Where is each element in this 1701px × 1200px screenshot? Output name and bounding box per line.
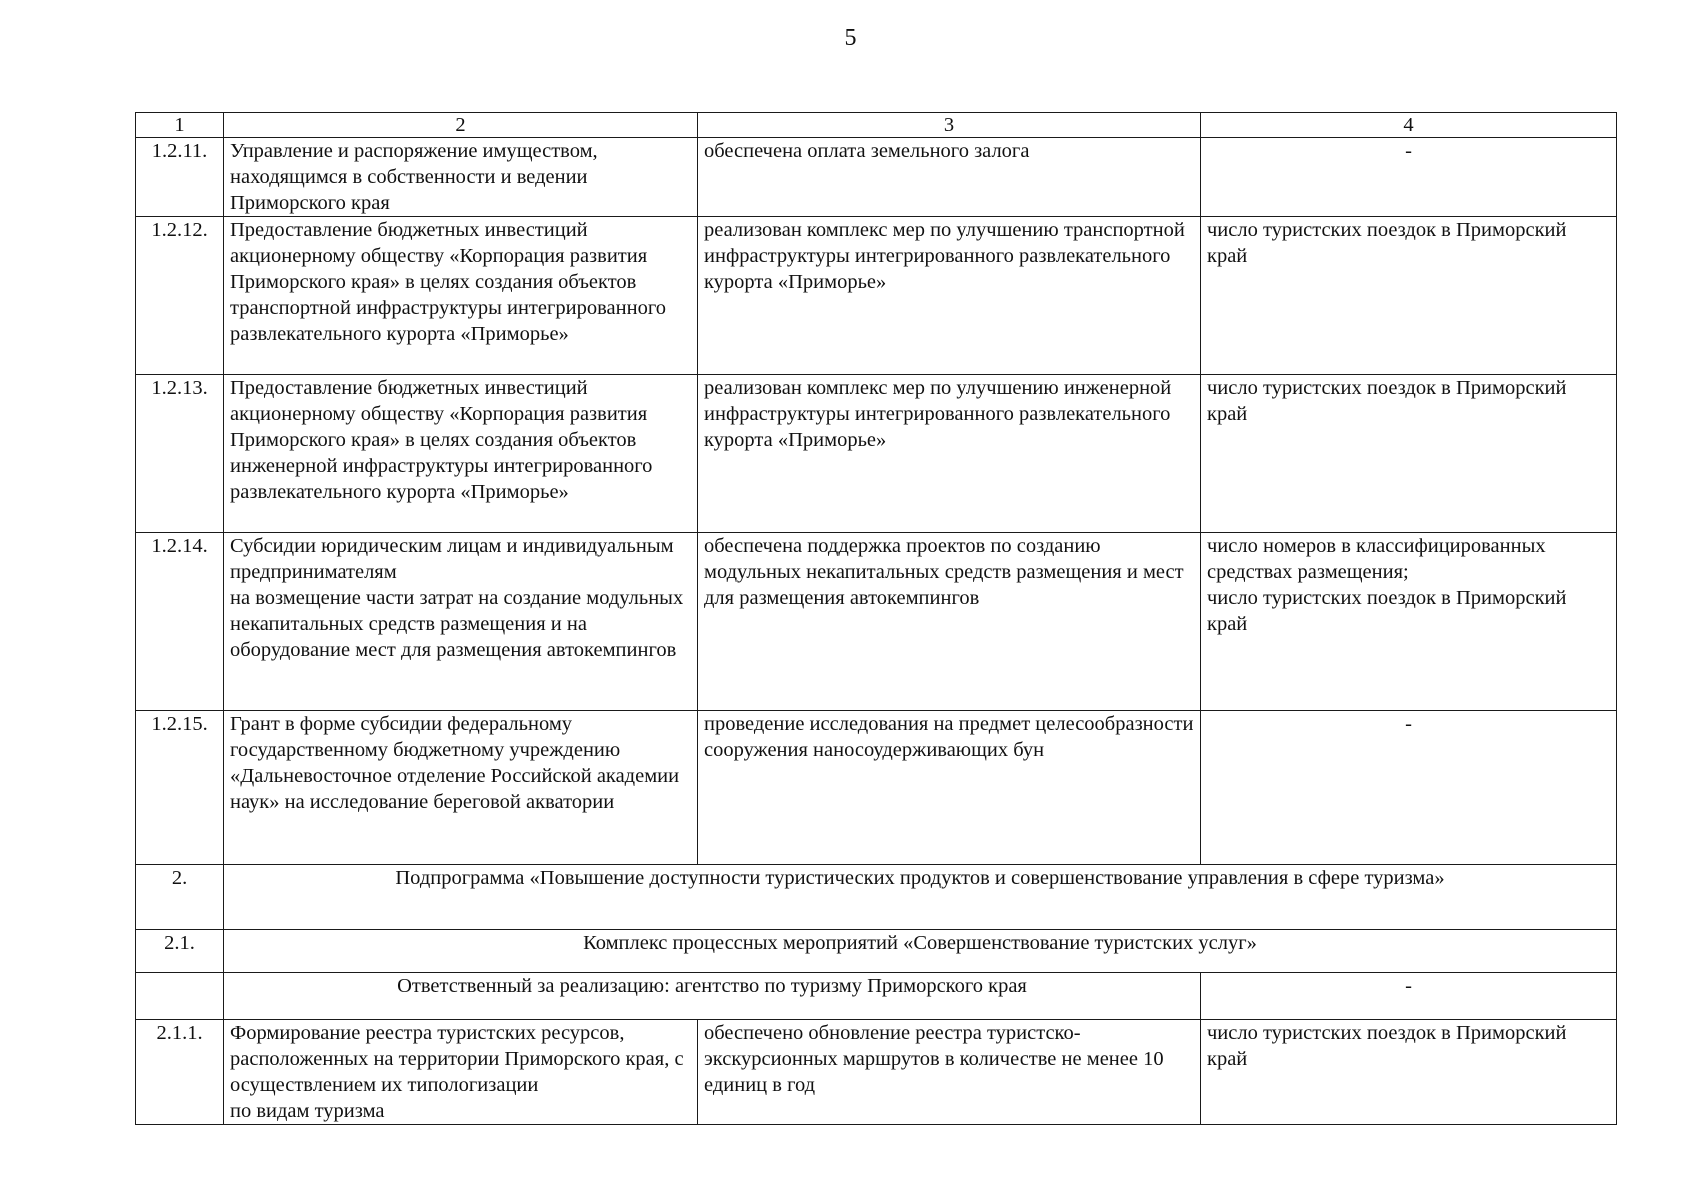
result-cell: обеспечена оплата земельного залога xyxy=(698,138,1201,217)
indicator-cell: - xyxy=(1201,973,1617,1020)
indicator-cell: - xyxy=(1201,138,1617,217)
activity-cell: Субсидии юридическим лицам и индивидуальным предпринимателям на возмещение части затрат на создание модульных некапитальных средств размещения и на оборудование мест для размещения автокемпингов xyxy=(224,533,698,711)
activity-cell: Управление и распоряжение имуществом, находящимся в собственности и ведении Приморского края xyxy=(224,138,698,217)
table-row xyxy=(136,217,1617,375)
complex-title: Комплекс процессных мероприятий «Совершенствование туристских услуг» xyxy=(224,930,1617,973)
subprogram-title: Подпрограмма «Повышение доступности туристических продуктов и совершенствование управления в сфере туризма» xyxy=(224,865,1617,930)
indicator-cell: - xyxy=(1201,711,1617,865)
indicator-cell: число номеров в классифицированных средствах размещения; число туристских поездок в Приморский край xyxy=(1201,533,1617,711)
table-row xyxy=(136,375,1617,533)
table-row xyxy=(136,138,1617,217)
row-number: 1.2.14. xyxy=(136,533,224,711)
subprogram-row xyxy=(136,865,1617,930)
result-cell: обеспечена поддержка проектов по созданию модульных некапитальных средств размещения и мест для размещения автокемпингов xyxy=(698,533,1201,711)
activity-cell: Предоставление бюджетных инвестиций акционерному обществу «Корпорация развития Приморского края» в целях создания объектов инженерной инфраструктуры интегрированного развлекательного курорта «Приморье» xyxy=(224,375,698,533)
responsible-text: Ответственный за реализацию: агентство по туризму Приморского края xyxy=(224,973,1201,1020)
page-number: 5 xyxy=(844,25,857,51)
result-cell: проведение исследования на предмет целесообразности сооружения наносоудерживающих бун xyxy=(698,711,1201,865)
result-cell: обеспечено обновление реестра туристско-экскурсионных маршрутов в количестве не менее 10 единиц в год xyxy=(698,1020,1201,1125)
indicator-cell: число туристских поездок в Приморский край xyxy=(1201,217,1617,375)
row-number: 2.1.1. xyxy=(136,1020,224,1125)
row-number: 2.1. xyxy=(136,930,224,973)
indicator-cell: число туристских поездок в Приморский край xyxy=(1201,375,1617,533)
table-row xyxy=(136,533,1617,711)
empty-number-cell xyxy=(136,973,224,1020)
header-cell: 1 xyxy=(136,113,224,138)
header-cell: 3 xyxy=(698,113,1201,138)
table-header-row xyxy=(136,113,1617,138)
table-row xyxy=(136,711,1617,865)
result-cell: реализован комплекс мер по улучшению транспортной инфраструктуры интегрированного развлекательного курорта «Приморье» xyxy=(698,217,1201,375)
activity-cell: Формирование реестра туристских ресурсов, расположенных на территории Приморского края, с осуществлением их типологизации по видам туризма xyxy=(224,1020,698,1125)
indicator-cell: число туристских поездок в Приморский край xyxy=(1201,1020,1617,1125)
header-cell: 4 xyxy=(1201,113,1617,138)
header-cell: 2 xyxy=(224,113,698,138)
responsible-row xyxy=(136,973,1617,1020)
row-number: 1.2.11. xyxy=(136,138,224,217)
row-number: 1.2.13. xyxy=(136,375,224,533)
table-row xyxy=(136,1020,1617,1125)
activity-cell: Грант в форме субсидии федеральному государственному бюджетному учреждению «Дальневосточное отделение Российской академии наук» на исследование береговой акватории xyxy=(224,711,698,865)
row-number: 2. xyxy=(136,865,224,930)
complex-row xyxy=(136,930,1617,973)
activity-cell: Предоставление бюджетных инвестиций акционерному обществу «Корпорация развития Приморского края» в целях создания объектов транспортной инфраструктуры интегрированного развлекательного курорта «Приморье» xyxy=(224,217,698,375)
row-number: 1.2.15. xyxy=(136,711,224,865)
result-cell: реализован комплекс мер по улучшению инженерной инфраструктуры интегрированного развлекательного курорта «Приморье» xyxy=(698,375,1201,533)
document-table xyxy=(135,112,1617,1125)
row-number: 1.2.12. xyxy=(136,217,224,375)
